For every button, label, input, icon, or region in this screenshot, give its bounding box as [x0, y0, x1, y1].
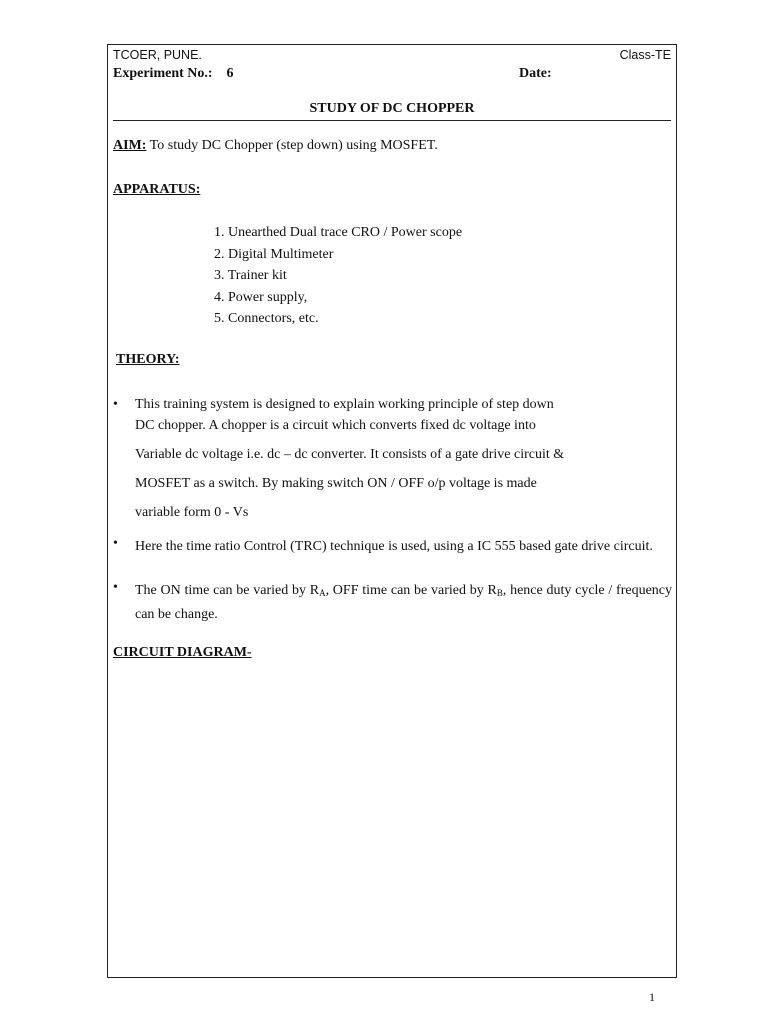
- apparatus-heading: APPARATUS:: [113, 182, 201, 197]
- apparatus-item: 4. Power supply,: [214, 289, 308, 305]
- theory-heading: THEORY:: [116, 352, 180, 367]
- experiment-number-row: [113, 66, 234, 82]
- theory-line: variable form 0 - Vs: [135, 505, 249, 520]
- theory-bullet-2: Here the time ratio Control (TRC) technique is used, using a IC 555 based gate drive circuit.: [135, 539, 653, 554]
- circuit-diagram-heading: CIRCUIT DIAGRAM-: [113, 645, 252, 660]
- date-label: Date:: [519, 66, 552, 81]
- aim-text: To study DC Chopper (step down) using MOSFET.: [146, 138, 438, 153]
- apparatus-item: 1. Unearthed Dual trace CRO / Power scope: [214, 225, 463, 240]
- apparatus-list: [214, 224, 462, 332]
- bullet-1-symbol: •: [113, 397, 118, 412]
- theory-bullet-3: [135, 580, 672, 625]
- bullet-3-part3: , hence duty cycle / frequency can be change.: [135, 583, 672, 622]
- apparatus-item: 2. Digital Multimeter: [214, 246, 334, 262]
- aim-label: AIM:: [113, 138, 147, 153]
- apparatus-item: 5. Connectors, etc.: [214, 311, 319, 326]
- theory-line: This training system is designed to explain working principle of step down: [135, 397, 554, 412]
- page-title: STUDY OF DC CHOPPER: [309, 101, 475, 116]
- apparatus-item: 3. Trainer kit: [214, 268, 287, 283]
- bullet-3-part1: The ON time can be varied by R: [135, 583, 320, 598]
- experiment-label: Experiment No.:: [113, 66, 213, 81]
- institute-name: TCOER, PUNE.: [113, 48, 202, 62]
- experiment-number: 6: [226, 66, 234, 81]
- bullet-2-symbol: •: [113, 536, 118, 551]
- bullet-3-part2: , OFF time can be varied by R: [325, 583, 497, 598]
- theory-line: MOSFET as a switch. By making switch ON / OFF o/p voltage is made: [135, 476, 537, 491]
- page-number: 1: [649, 990, 655, 1004]
- theory-line: Variable dc voltage i.e. dc – dc converter. It consists of a gate drive circuit &: [135, 447, 565, 462]
- title-underline: [113, 120, 671, 121]
- bullet-3-sub-b: B: [496, 588, 503, 598]
- bullet-3-sub-a: A: [319, 588, 326, 598]
- aim-line: [113, 138, 438, 154]
- bullet-3-symbol: •: [113, 580, 118, 595]
- theory-line: DC chopper. A chopper is a circuit which converts fixed dc voltage into: [135, 418, 536, 433]
- class-label: Class-TE: [619, 48, 671, 62]
